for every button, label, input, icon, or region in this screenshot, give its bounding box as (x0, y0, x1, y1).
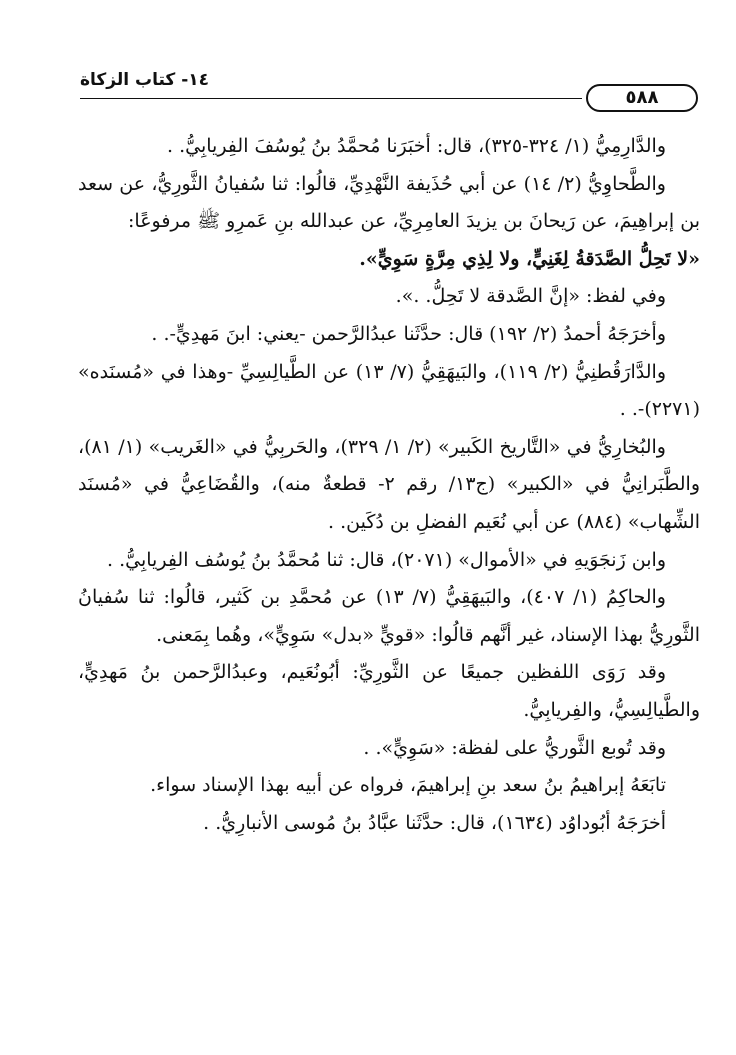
header-rule (80, 98, 582, 99)
paragraph: وابن زَنجَوَيهِ في «الأموال» (٢٠٧١)، قال: ثنا مُحمَّدُ بنُ يُوسُف الفِريابِيُّ. . (107, 548, 666, 571)
paragraph: وقد رَوَى اللفظين جميعًا عن الثَّورِيِّ: أبُونُعَيم، وعبدُالرَّحمن بنُ مَهدِيٍّ، والطَّيالِسِيُّ، والفِريابِيُّ. (78, 661, 700, 721)
paragraph: والطَّحاوِيُّ (٢/ ١٤) عن أبي حُذَيفة النَّهْدِيِّ، قالُوا: ثنا سُفيانُ الثَّورِيُّ، عن سعد بن إبراهِيمَ، عن رَيحانَ بن يزيدَ العامِرِيِّ، عن عبدالله بنِ عَمرِو ﷺ مرفوعًا: (78, 172, 700, 233)
hadith-text: «لا تَحِلُّ الصَّدَقةُ لِغَنِيٍّ، ولا لِذِي مِرَّةٍ سَوِيٍّ». (359, 247, 700, 270)
page-header (80, 66, 700, 106)
paragraph: وأخرَجَهُ أحمدُ (٢/ ١٩٢) قال: حدَّثَنا عبدُالرَّحمن -يعني: ابنَ مَهدِيٍّ-. . (151, 322, 666, 345)
chapter-title: ١٤- كتاب الزكاة (80, 70, 210, 90)
paragraph: والحاكِمُ (١/ ٤٠٧)، والبَيهَقِيُّ (٧/ ١٣) عن مُحمَّدِ بن كَثير، قالُوا: ثنا سُفيانُ الثَّورِيُّ بهذا الإسناد، غير أنَّهم قالُوا: «قويٍّ «بدل» سَوِيٍّ»، وهُما بِمَعنى. (78, 586, 700, 646)
page-number-badge (586, 84, 698, 112)
page-body (78, 128, 700, 842)
paragraph: تابَعَهُ إبراهيمُ بنُ سعد بنِ إبراهيمَ، فرواه عن أبيه بهذا الإسناد سواء. (150, 774, 666, 797)
paragraph: والدَّارِمِيُّ (١/ ٣٢٤-٣٢٥)، قال: أخبَرَنا مُحمَّدُ بنُ يُوسُفَ الفِريابِيُّ. . (167, 135, 666, 157)
paragraph: وقد تُوبع الثَّوريُّ على لفظة: «سَوِيٍّ». . (363, 736, 666, 759)
paragraph: وفي لفظ: «إنَّ الصَّدقة لا تَحِلُّ. .». (395, 285, 666, 308)
paragraph: والدَّارَقُطنِيُّ (٢/ ١١٩)، والبَيهَقِيُّ (٧/ ١٣) عن الطَّيالِسِيِّ -وهذا في «مُسنَده» (٢٢٧١)-. . (78, 360, 700, 421)
paragraph: أخرَجَهُ أبُوداوُد (١٦٣٤)، قال: حدَّثَنا عبَّادُ بنُ مُوسى الأنبارِيُّ. . (203, 811, 666, 834)
page-number: ٥٨٨ (625, 87, 659, 108)
paragraph: والبُخارِيُّ في «التَّاريخ الكَبير» (٢/ ١/ ٣٢٩)، والحَربِيُّ في «الغَريب» (١/ ٨١)، والطَّبَرانِيُّ في «الكبير» (ج١٣/ رقم ٢- قطعةٌ منه)، والقُضَاعِيُّ في «مُسنَد الشِّهاب» (٨٨٤) عن أبي نُعَيم الفضلِ بن دُكَين. . (78, 435, 700, 533)
